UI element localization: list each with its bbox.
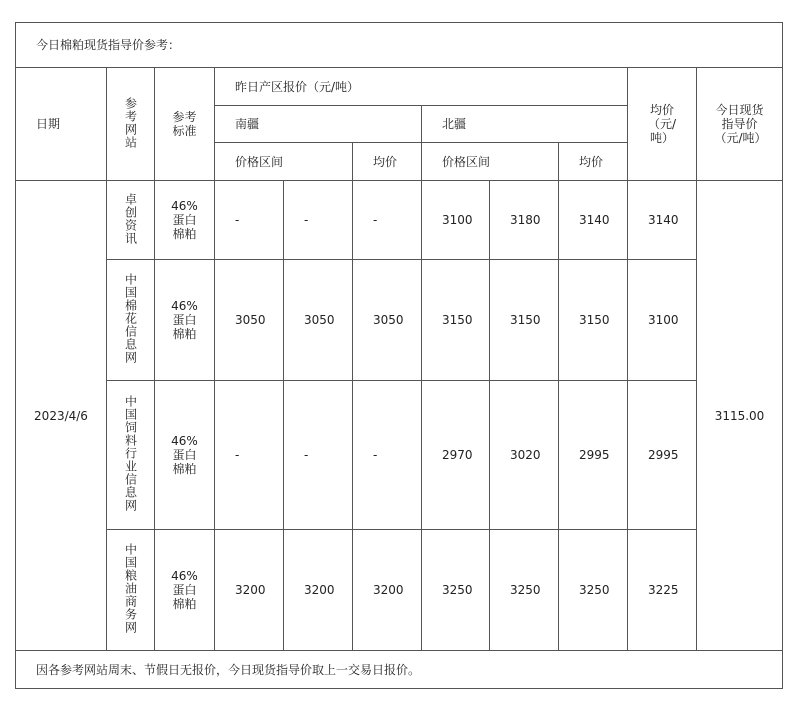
standard-cell bbox=[155, 260, 215, 381]
avg-cell: 3225 bbox=[628, 530, 697, 651]
standard-header bbox=[155, 68, 215, 181]
site-name: 卓创资讯 bbox=[123, 192, 138, 245]
footnote-row bbox=[16, 651, 783, 689]
north-avg-header: 均价 bbox=[559, 143, 628, 181]
north-high-cell: 3250 bbox=[490, 530, 559, 651]
yesterday-header: 昨日产区报价（元/吨） bbox=[215, 68, 628, 106]
overall-avg-header bbox=[628, 68, 697, 181]
north-avg-cell: 3150 bbox=[559, 260, 628, 381]
north-low-cell: 3100 bbox=[422, 181, 490, 260]
north-high-cell: 3180 bbox=[490, 181, 559, 260]
table-row bbox=[16, 530, 783, 651]
table-row bbox=[16, 181, 783, 260]
north-header: 北疆 bbox=[422, 106, 628, 143]
north-high-cell: 3020 bbox=[490, 381, 559, 530]
today-price-header-label: 今日现货指导价（元/吨） bbox=[714, 103, 767, 145]
south-high-cell: 3050 bbox=[284, 260, 353, 381]
site-name: 中国饲料行业信息网 bbox=[123, 395, 138, 512]
south-low-cell: 3050 bbox=[215, 260, 284, 381]
north-avg-cell: 3250 bbox=[559, 530, 628, 651]
standard-text: 46%蛋白棉粕 bbox=[171, 299, 198, 341]
south-high-cell: - bbox=[284, 381, 353, 530]
north-low-cell: 3150 bbox=[422, 260, 490, 381]
south-high-cell: 3200 bbox=[284, 530, 353, 651]
site-name: 中国棉花信息网 bbox=[123, 273, 138, 364]
standard-text: 46%蛋白棉粕 bbox=[171, 569, 198, 611]
today-price-cell: 3115.00 bbox=[697, 181, 783, 651]
overall-avg-header-label: 均价（元/吨） bbox=[647, 103, 677, 145]
date-cell: 2023/4/6 bbox=[16, 181, 107, 651]
standard-header-label: 参考标准 bbox=[172, 110, 197, 138]
standard-cell bbox=[155, 181, 215, 260]
standard-text: 46%蛋白棉粕 bbox=[171, 199, 198, 241]
standard-cell bbox=[155, 530, 215, 651]
south-avg-cell: - bbox=[353, 181, 422, 260]
site-cell bbox=[107, 181, 155, 260]
avg-cell: 3100 bbox=[628, 260, 697, 381]
today-price-header bbox=[697, 68, 783, 181]
site-cell bbox=[107, 530, 155, 651]
south-avg-cell: 3050 bbox=[353, 260, 422, 381]
north-low-cell: 3250 bbox=[422, 530, 490, 651]
north-range-header: 价格区间 bbox=[422, 143, 559, 181]
caption-row bbox=[16, 23, 783, 68]
standard-text: 46%蛋白棉粕 bbox=[171, 434, 198, 476]
site-cell bbox=[107, 381, 155, 530]
south-range-header: 价格区间 bbox=[215, 143, 353, 181]
site-cell bbox=[107, 260, 155, 381]
site-header-label: 参考网站 bbox=[123, 96, 138, 149]
table-caption: 今日棉粕现货指导价参考： bbox=[16, 23, 783, 68]
table-footnote: 因各参考网站周末、节假日无报价，今日现货指导价取上一交易日报价。 bbox=[16, 651, 783, 689]
standard-cell bbox=[155, 381, 215, 530]
north-avg-cell: 3140 bbox=[559, 181, 628, 260]
price-reference-table bbox=[15, 22, 783, 689]
south-avg-header: 均价 bbox=[353, 143, 422, 181]
header-row-1 bbox=[16, 68, 783, 106]
south-avg-cell: - bbox=[353, 381, 422, 530]
north-high-cell: 3150 bbox=[490, 260, 559, 381]
table-row bbox=[16, 260, 783, 381]
avg-cell: 2995 bbox=[628, 381, 697, 530]
south-avg-cell: 3200 bbox=[353, 530, 422, 651]
avg-cell: 3140 bbox=[628, 181, 697, 260]
date-header-label: 日期 bbox=[36, 117, 61, 131]
north-low-cell: 2970 bbox=[422, 381, 490, 530]
north-avg-cell: 2995 bbox=[559, 381, 628, 530]
site-name: 中国粮油商务网 bbox=[123, 543, 138, 634]
south-high-cell: - bbox=[284, 181, 353, 260]
site-header bbox=[107, 68, 155, 181]
date-header bbox=[16, 68, 107, 181]
south-low-cell: 3200 bbox=[215, 530, 284, 651]
table-row bbox=[16, 381, 783, 530]
south-header: 南疆 bbox=[215, 106, 422, 143]
south-low-cell: - bbox=[215, 381, 284, 530]
south-low-cell: - bbox=[215, 181, 284, 260]
